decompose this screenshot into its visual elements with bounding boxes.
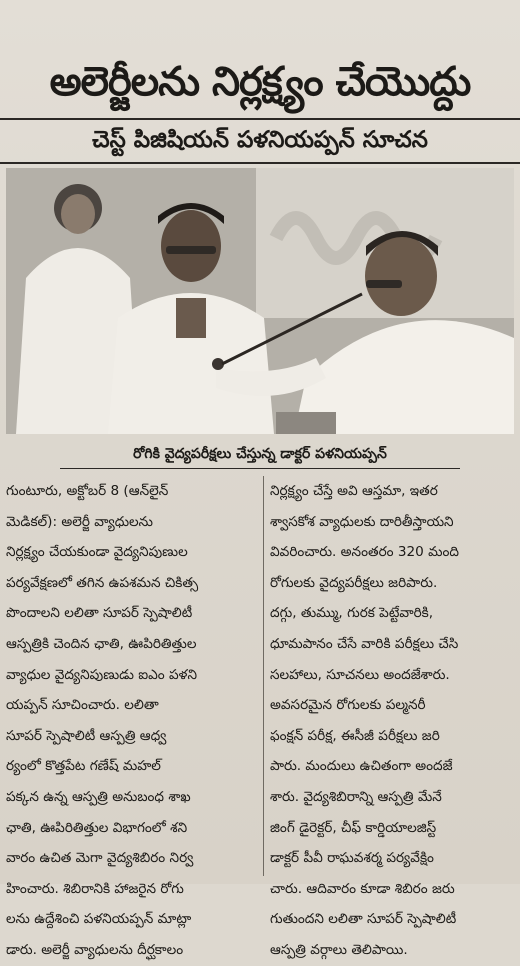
headline: అలెర్జీలను నిర్లక్ష్యం చేయొద్దు	[49, 59, 471, 105]
news-photo	[6, 168, 514, 434]
article-line: వ్యాధుల వైద్యనిపుణుడు ఐఎం పళని	[6, 666, 197, 683]
article-line: ఆస్పత్రి వర్గాలు తెలిపాయి.	[270, 941, 408, 958]
column-divider	[263, 476, 264, 876]
article-line: గుతుందని లలితా సూపర్ స్పెషాలిటీ	[270, 911, 457, 928]
article-line: సూపర్ స్పెషాలిటీ ఆస్పత్రి ఆధ్వ	[6, 727, 167, 744]
article-line: శ్వాసకోశ వ్యాధులకు దారితీస్తాయని	[270, 513, 454, 530]
article-line: అవసరమైన రోగులకు పల్మనరీ	[270, 697, 426, 714]
article-line: పర్యవేక్షణలో తగిన ఉపశమన చికిత్స	[6, 574, 199, 591]
article-line: లను ఉద్దేశించి పళనియప్పన్ మాట్లా	[6, 911, 192, 928]
article-line: డాక్టర్ పీవీ రాఘవశర్మ పర్యవేక్షిం	[270, 850, 434, 867]
article-line: యప్పన్ సూచించారు. లలితా	[6, 697, 159, 714]
article-line: హించారు. శిబిరానికి హాజరైన రోగు	[6, 880, 184, 897]
article-line: సలహాలు, సూచనలు అందజేశారు.	[270, 666, 450, 683]
article-line: డారు. అలెర్జీ వ్యాధులను దీర్ఘకాలం	[6, 941, 184, 958]
article-line: వారం ఉచిత మెగా వైద్యశిబిరం నిర్వ	[6, 850, 194, 867]
article-line: మెడికల్): అలెర్జీ వ్యాధులను	[6, 513, 153, 530]
article-line: నిర్లక్ష్యం చేస్తే అవి ఆస్తమా, ఇతర	[270, 483, 438, 499]
article-column-left	[6, 476, 251, 958]
article-line: పారు. మందులు ఉచితంగా అందజే	[270, 758, 453, 775]
photo-caption: రోగికి వైద్యపరీక్షలు చేస్తున్న డాక్టర్ పళనియప్పన్	[60, 440, 460, 469]
article-line: నిర్లక్ష్యం చేయకుండా వైద్యనిపుణుల	[6, 544, 188, 561]
article-line: ర్యంలో కొత్తపేట గణేష్ మహల్	[6, 758, 161, 775]
article-line: దగ్గు, తుమ్ము, గురక పెట్టేవారికి,	[270, 605, 434, 622]
article-line: జింగ్ డైరెక్టర్, చీఫ్ కార్డియాలజిస్ట్	[270, 819, 437, 836]
article-line: చారు. ఆదివారం కూడా శిబిరం జరు	[270, 880, 455, 897]
article-line: పక్కన ఉన్న ఆస్పత్రి అనుబంధ శాఖ	[6, 788, 191, 805]
article-line: గుంటూరు, అక్టోబర్ 8 (ఆన్‌లైన్	[6, 483, 169, 499]
subheadline: చెస్ట్ పిజిషియన్ పళనియప్పన్ సూచన	[92, 127, 428, 153]
article-line: వివరించారు. అనంతరం 320 మంది	[270, 544, 459, 561]
subhead-bottom-rule	[0, 162, 520, 164]
article-line: ధూమపానం చేసే వారికి పరీక్షలు చేసి	[270, 635, 459, 652]
article-line: శారు. వైద్యశిబిరాన్ని ఆస్పత్రి మేనే	[270, 788, 442, 805]
article-line: పొందాలని లలితా సూపర్ స్పెషాలిటీ	[6, 605, 193, 622]
article-line: ఆస్పత్రికి చెందిన ఛాతి, ఊపిరితిత్తుల	[6, 635, 197, 652]
article-column-right	[270, 476, 515, 958]
article-line: రోగులకు వైద్యపరీక్షలు జరిపారు.	[270, 574, 438, 591]
article-line: ఫంక్షన్ పరీక్ష, ఈసీజీ పరీక్షలు జరి	[270, 727, 440, 744]
article-line: ఛాతి, ఊపిరితిత్తుల విభాగంలో శని	[6, 819, 188, 836]
